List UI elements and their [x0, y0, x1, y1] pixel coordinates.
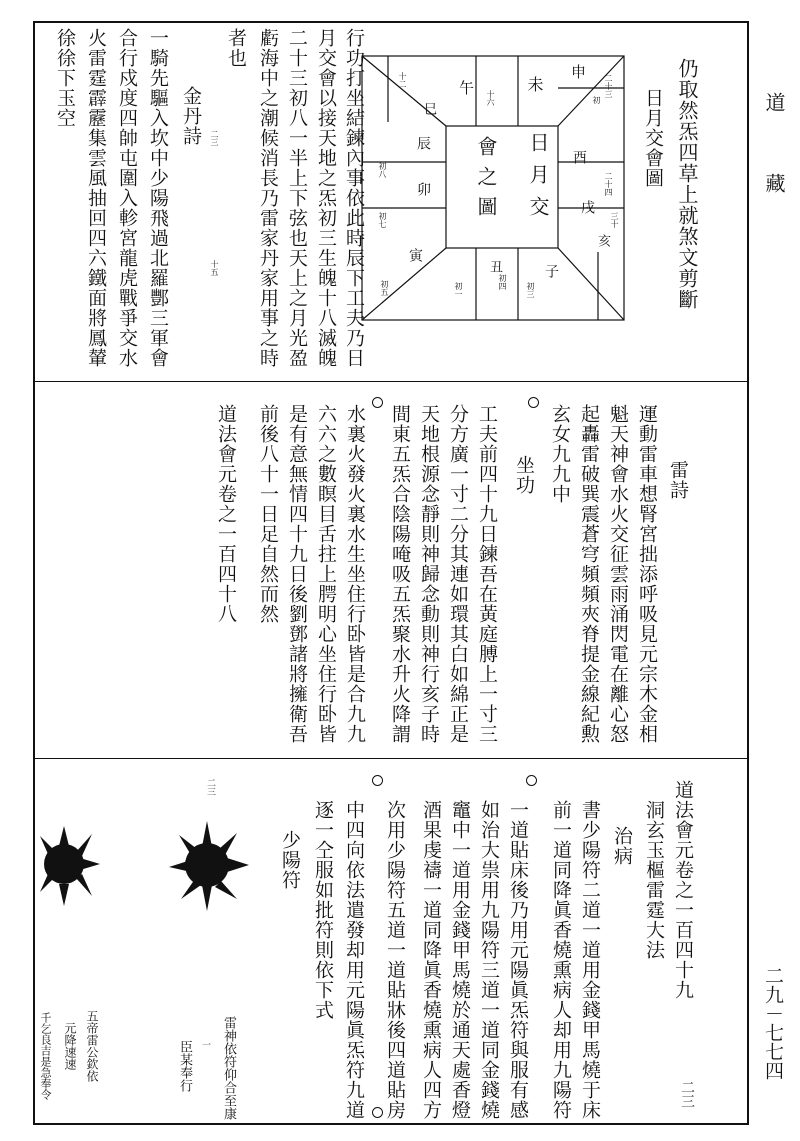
circle-mark: [372, 1107, 383, 1118]
thunder-poem-line-4: 玄女九九中: [549, 404, 571, 504]
circle-mark: [372, 775, 383, 786]
day-label-6: 初五: [380, 280, 389, 296]
treat-illness-line-3: 一道貼床後乃用元陽眞炁符與服有感: [507, 800, 529, 1120]
branch-wu: 午: [457, 80, 475, 95]
treat-illness-title: 治病: [611, 826, 633, 866]
golden-elixir-poem-title: 金丹詩: [180, 86, 202, 146]
day-label-9: 十二: [398, 72, 407, 88]
circle-mark: [528, 397, 539, 408]
sitting-practice-line-6: 六六之數瞑目舌拄上腭明心坐住行卧皆: [315, 404, 337, 744]
branch-si: 巳: [421, 102, 436, 115]
volume-title: 道法會元卷之一百四十九: [672, 780, 694, 1000]
diagram-title: 日月交會圖: [642, 88, 664, 188]
circle-mark: [526, 775, 537, 786]
method-title: 洞玄玉樞雷霆大法: [643, 800, 665, 960]
day-label-2: 初: [592, 96, 601, 104]
day-label-10: 十六: [486, 90, 495, 106]
branch-yin: 寅: [407, 248, 423, 262]
branch-mao: 卯: [415, 182, 431, 196]
sitting-practice-line-4: 間東五炁合陰陽唵吸五炁聚水升火降謂: [389, 404, 411, 744]
day-label-12: 初三: [526, 282, 535, 298]
shaoyang-talisman-title: 少陽符: [279, 830, 301, 890]
day-label-5: 初四: [498, 274, 507, 290]
poem-note-1: 二三: [210, 130, 219, 146]
golden-elixir-poem-line-2: 合行戍度四帥屯圍入軫宮龍虎戰爭交水: [116, 28, 138, 368]
panel1-body-line-3: 二十三初八一半上下弦也天上之月光盈: [286, 28, 308, 368]
treat-illness-line-5: 竈中一道用金錢甲馬燒於通天處香燈: [449, 800, 471, 1120]
talisman1-caption-1: 雷神依符仰合至康: [221, 1016, 236, 1120]
branch-hai: 亥: [595, 234, 610, 247]
diagram-heading: 日月交: [526, 132, 550, 228]
margin-collection-2: 藏: [762, 173, 786, 193]
day-label-1: 二十三: [604, 74, 613, 98]
branch-chen: 辰: [415, 136, 431, 150]
panel1-title: 仍取然炁四草上就煞文剪斷: [675, 58, 699, 310]
talisman2-caption-1: 五帝雷公欽依: [85, 1010, 99, 1082]
volume-end-title: 道法會元卷之一百四十八: [215, 404, 237, 624]
golden-elixir-poem-line-1: 一騎先驅入坎中少陽飛過北羅酆三軍會: [147, 28, 169, 368]
sitting-practice-title: 坐功: [513, 455, 535, 495]
golden-elixir-poem-line-3: 火雷霆霹靂集雲風抽回四六鐵面將鳳輦: [85, 28, 107, 368]
thunder-poem-line-1: 運動雷車想腎宮拙添呼吸見元宗木金相: [636, 404, 658, 744]
panel1-body-line-2: 月交會以接天地之炁初三生魄十八滅魄: [315, 28, 337, 368]
panel1-body-line-5: 者也: [225, 28, 247, 68]
day-label-11: 初一: [454, 282, 463, 298]
thunder-poem-line-3: 起轟雷破巽震蒼穹頻頻夾脊提金線紀勲: [578, 404, 600, 744]
thunder-talisman-seal: [34, 822, 104, 908]
panel1-body-line-1: 行功打坐結鍊內事依此時辰下工夫乃日: [343, 28, 365, 368]
treat-illness-line-4: 如治大祟用九陽符三道一道同金錢燒: [478, 800, 500, 1120]
sitting-practice-line-1: 工夫前四十九日鍊吾在黃庭膊上一寸三: [476, 404, 498, 744]
talisman2-caption-2: 元降速速: [63, 1022, 77, 1070]
sitting-practice-line-8: 前後八十一日足自然而然: [257, 404, 279, 624]
panel-divider-1: [33, 381, 749, 382]
day-label-8: 初八: [378, 162, 387, 178]
branch-wei: 未: [525, 76, 544, 92]
golden-elixir-poem-line-4: 徐徐下玉空: [54, 28, 76, 128]
day-label-7: 初七: [378, 212, 387, 228]
day-label-4: 三十: [610, 212, 619, 228]
panel1-body-line-4: 虧海中之潮候消長乃雷家丹家用事之時: [257, 28, 279, 368]
talisman1-note: 二三: [205, 778, 215, 796]
treat-illness-line-9: 逐一仝服如批符則依下式: [312, 800, 334, 1020]
branch-you: 酉: [571, 150, 587, 164]
panel-divider-2: [33, 758, 749, 759]
talisman1-caption-3: 臣某奉行: [177, 1040, 192, 1092]
day-label-3: 二十四: [604, 172, 613, 196]
poem-note-2: 十五: [210, 260, 219, 276]
diagram-center: 會之圖: [474, 136, 498, 226]
volume-note: 二三: [679, 1080, 695, 1108]
sun-moon-diagram: [358, 52, 628, 324]
sitting-practice-line-2: 分方廣一寸二分其連如環其白如綿正是: [447, 404, 469, 744]
sitting-practice-line-7: 是有意無情四十九日後劉鄧諸將擁衛吾: [286, 404, 308, 744]
circle-mark: [372, 397, 383, 408]
margin-page-number: 二九－七七四: [762, 966, 784, 1080]
branch-chou: 丑: [487, 260, 502, 273]
talisman2-caption-3: 千乞良吉是急奉令: [39, 1012, 52, 1100]
shaoyang-talisman-seal: [165, 815, 255, 915]
treat-illness-line-1: 書少陽符二道一道用金錢甲馬燒于床: [579, 800, 601, 1120]
branch-shen: 申: [569, 64, 587, 79]
margin-collection: 道: [762, 92, 786, 112]
thunder-poem-line-2: 魁天神會水火交征雲雨涌閃電在離心怒: [607, 404, 629, 744]
treat-illness-line-7: 次用少陽符五道一道貼牀後四道貼房: [384, 800, 406, 1120]
talisman1-caption-2: 一: [200, 1040, 210, 1049]
thunder-poem-title: 雷詩: [667, 460, 689, 500]
treat-illness-line-6: 酒果虔禱一道同降眞香燒熏病人四方: [420, 800, 442, 1120]
treat-illness-line-2: 前一道同降眞香燒熏病人却用九陽符: [550, 800, 572, 1120]
branch-zi: 子: [543, 264, 559, 278]
branch-xu: 戌: [579, 200, 595, 214]
sitting-practice-line-5: 水裏火發火裏水生坐住行卧皆是合九九: [344, 404, 366, 744]
treat-illness-line-8: 中四向依法遣發却用元陽眞炁符九道: [343, 800, 365, 1120]
sitting-practice-line-3: 天地根源念靜則神歸念動則神行亥子時: [418, 404, 440, 744]
